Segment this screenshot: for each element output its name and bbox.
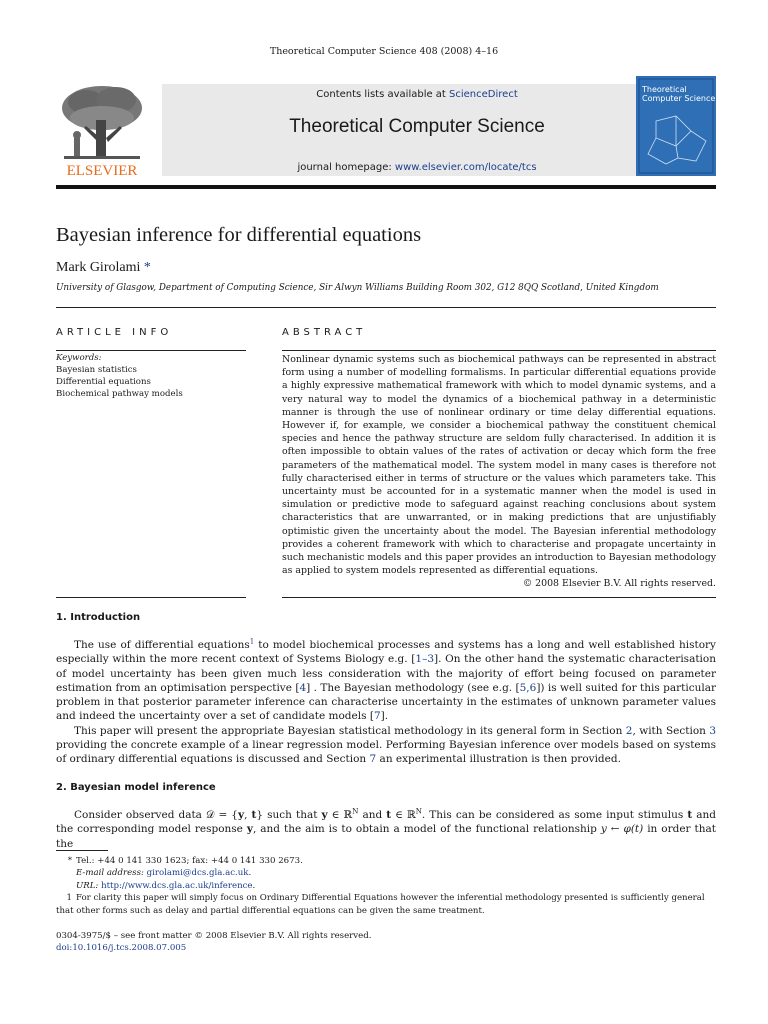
section-bayesian-body (56, 808, 716, 851)
cover-title-line1: Theoretical (642, 85, 687, 94)
paragraph (56, 808, 716, 851)
keywords-label: Keywords: (56, 353, 102, 363)
math-superscript: N (415, 807, 422, 816)
copyright-notice: © 2008 Elsevier B.V. All rights reserved. (522, 578, 716, 590)
front-matter-text: 0304-3975/$ – see front matter © 2008 Elsevier B.V. All rights reserved. (56, 931, 372, 941)
math-expression: y ← φ(t) (600, 823, 644, 836)
text-run: . This can be considered as some input stimulus (421, 809, 688, 821)
divider (282, 597, 716, 598)
text-run: This paper will present the appropriate Bayesian statistical methodology in its general form in Section (74, 724, 626, 737)
citation-link[interactable]: 5,6 (519, 681, 537, 694)
section-link[interactable]: 7 (369, 753, 377, 766)
text-run: and (358, 809, 387, 821)
homepage-prefix: journal homepage: (297, 162, 395, 173)
text-run: ]. (380, 710, 389, 723)
section-link[interactable]: 2 (625, 724, 633, 737)
journal-title: Theoretical Computer Science (289, 116, 545, 137)
journal-cover-image (636, 76, 716, 176)
text-run: ] . The Bayesian methodology (see e.g. [ (306, 681, 520, 694)
affiliation: University of Glasgow, Department of Computing Science, Sir Alwyn Williams Building Room 302, G12 8QQ Scotland, United Kingdom (56, 283, 659, 293)
text-run: , (244, 809, 252, 821)
citation-link[interactable]: 1–3 (415, 653, 435, 666)
keywords-block (56, 352, 183, 400)
homepage-line (162, 162, 672, 173)
citation-link[interactable]: 4 (299, 681, 307, 694)
abstract-body (282, 353, 716, 591)
homepage-link[interactable]: www.elsevier.com/locate/tcs (394, 162, 537, 173)
math-symbol: t (386, 809, 392, 821)
paragraph (56, 638, 716, 724)
front-matter (56, 930, 371, 954)
footnote-rule (56, 850, 108, 851)
section-heading-bayesian-model-inference: 2. Bayesian model inference (56, 782, 216, 793)
divider (56, 350, 246, 351)
text-run: The use of differential equations (74, 639, 250, 651)
doi-link[interactable]: doi:10.1016/j.tcs.2008.07.005 (56, 943, 187, 953)
abstract-text: Nonlinear dynamic systems such as biochemical pathways can be represented in abstract form using a number of modelling formalisms. In particular differential equations provide a highly expressive mathematical framework with which to model dynamic systems, and a very natural way to model the dynamics of a biochemical pathway in a deterministic manner is through the use of nonlinear ordinary or time delay differential equations. However if, for example, we consider a biochemical pathway the constituent chemical species and hence the pathway structure are seldom fully characterised. In addition it is often impossible to obtain values of the rates of activation or decay which form the free parameters of the mathematical model. The system model in many cases is therefore not fully characterised either in terms of structure or the values which parameters take. This uncertainty must be accounted for in a systematic manner when the model is used in simulation or predictive mode to safeguard against reaching conclusions about system characteristics that are unwarranted, or in making predictions that are unjustifiably optimistic given the uncertainty about the model. The Bayesian inferential methodology provides a coherent framework with which to characterise and propagate uncertainty in such mechanistic models and this paper provides an introduction to Bayesian methodology as applied to system models represented as differential equations. (282, 354, 716, 577)
text-run: an experimental illustration is then provided. (376, 753, 621, 766)
footnote-star-mark: * (67, 856, 72, 866)
footnote-1 (56, 892, 716, 917)
math-symbol: y (246, 823, 253, 836)
text-run: to model biochemical processes and systems has a long and well established history especially within the more recent context of Systems Biology e.g. [ (56, 639, 716, 666)
footnote-email: E-mail address: girolami@dcs.gla.ac.uk. (76, 868, 252, 879)
elsevier-logo (56, 80, 148, 180)
text-run: providing the concrete example of a linear regression model. Performing Bayesian inference over models based on systems of ordinary differential equations is discussed and Section (56, 739, 716, 766)
tree-icon (56, 80, 148, 180)
keyword-item: Bayesian statistics (56, 365, 137, 375)
section-heading-introduction: 1. Introduction (56, 612, 141, 623)
divider (56, 597, 246, 598)
math-symbol: y (238, 809, 245, 821)
text-run: ]. On the other hand the systematic characterisation of model uncertainty has been given much less consideration with the majority of effort being focused on parameter estimation from an optimisation perspective [ (56, 653, 716, 694)
contents-prefix: Contents lists available at (316, 89, 450, 100)
url-label: URL: (76, 880, 99, 891)
citation-link[interactable]: 7 (373, 710, 381, 723)
paper-title: Bayesian inference for differential equations (56, 224, 422, 246)
journal-cover (636, 76, 716, 176)
journal-banner (162, 84, 672, 176)
divider (282, 350, 716, 351)
contents-line (162, 89, 672, 100)
keyword-item: Biochemical pathway models (56, 389, 183, 399)
footnote-1-mark: 1 (66, 893, 72, 904)
footnote-corresponding (56, 855, 716, 867)
email-link[interactable]: girolami@dcs.gla.ac.uk (146, 868, 249, 879)
keyword-item: Differential equations (56, 377, 151, 387)
math-symbol: y (321, 809, 328, 821)
footnotes (56, 855, 716, 917)
article-info-heading: ARTICLE INFO (56, 327, 173, 338)
email-label: E-mail address: (76, 868, 144, 879)
text-run: ∈ ℝ (391, 809, 416, 821)
text-run: ]) is well suited for this particular problem in that posterior parameter inference can characterise uncertainty in the estimates of unknown parameter values and indeed the uncertainty over a set of candidate models [ (56, 681, 716, 723)
math-superscript: N (352, 807, 359, 816)
footnote-1-text: For clarity this paper will simply focus on Ordinary Differential Equations however the inferential methodology presented is sufficiently general that other forms such as delay and partial differential equations can be given the same treatment. (56, 893, 705, 916)
text-run: in order that the (56, 823, 716, 850)
abstract-heading: ABSTRACT (282, 327, 367, 338)
publisher-name: ELSEVIER (66, 163, 138, 179)
author-name: Mark Girolami (56, 260, 141, 275)
url-link[interactable]: http://www.dcs.gla.ac.uk/inference (101, 880, 253, 891)
text-run: } such that (256, 809, 322, 821)
text-run: Consider observed data 𝒟 = { (74, 809, 238, 821)
sciencedirect-link[interactable]: ScienceDirect (449, 89, 518, 100)
author-line (56, 260, 151, 276)
divider (56, 307, 716, 308)
section-link[interactable]: 3 (709, 724, 717, 737)
text-run: , and the aim is to obtain a model of the functional relationship (252, 823, 601, 836)
journal-header (56, 80, 716, 186)
journal-reference: Theoretical Computer Science 408 (2008) 4–16 (269, 46, 499, 57)
text-run: ∈ ℝ (327, 809, 353, 821)
footnote-contact: Tel.: +44 0 141 330 1623; fax: +44 0 141 330 2673. (76, 856, 303, 866)
text-run: and the corresponding model response (56, 809, 716, 836)
header-rule (56, 185, 716, 189)
math-symbol: t (687, 809, 693, 821)
footnote-link[interactable]: 1 (249, 637, 255, 646)
footnote-url: URL: http://www.dcs.gla.ac.uk/inference. (76, 880, 256, 891)
cover-title-line2: Computer Science (642, 94, 716, 103)
author-footnote-link[interactable]: * (143, 260, 151, 275)
math-symbol: t (251, 809, 257, 821)
paragraph (56, 724, 716, 767)
section-introduction-body (56, 638, 716, 767)
text-run: , with Section (632, 724, 710, 737)
